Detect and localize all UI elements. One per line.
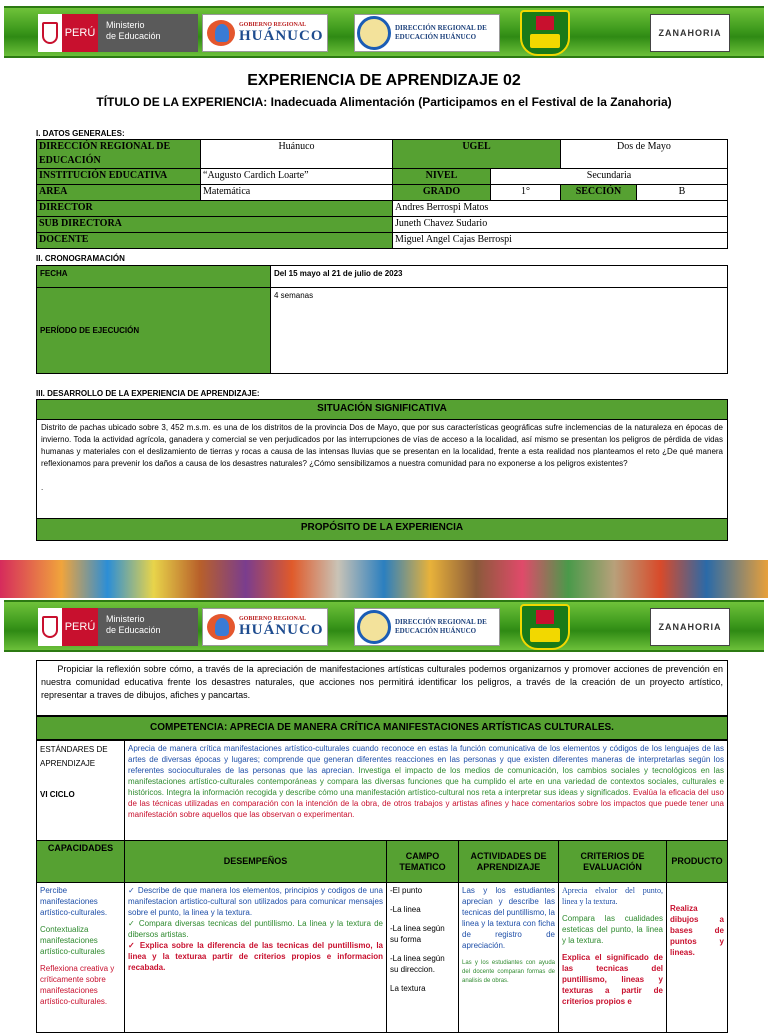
page-title: EXPERIENCIA DE APRENDIZAJE 02 (247, 72, 521, 89)
periodo-label: PERÍODO DE EJECUCIÓN (37, 288, 271, 374)
grado-label: GRADO (393, 185, 491, 201)
experience-title: TÍTULO DE LA EXPERIENCIA: Inadecuada Alimentación (Participamos en el Festival de la Zanahoria) (96, 95, 672, 109)
huanuco-mark-icon-2 (207, 614, 235, 640)
dre-seal-icon (357, 16, 391, 50)
situacion-text: Distrito de pachas ubicado sobre 3, 452 m.s.m. es una de los distritos de la provincia Dos de Mayo, que por sus características geográficas sufre inclemencias de la naturaleza en épocas de invierno. Toda la actividad agrícola, ganadera y comercial se ven perjudicados por las interrupciones de vías de acceso a la localidad, así mismo se presentan los peligros de pérdida de vidas humanas y materiales con el deslizamiento de tierras y rocas a causa de las intensas lluvias que se presentan en la localidad, frente a esta realidad nos planteamos el reto ¿De qué manera reflexionamos para prevenir los daños a causa de los desastres naturales? ¿Cómo sensibilizamos a nuestra comunidad para no exponerse a los peligros existentes? . (41, 423, 723, 492)
peru-label: PERÚ (62, 14, 98, 52)
nivel-value: Secundaria (491, 169, 728, 185)
ugel-value: Dos de Mayo (561, 140, 728, 169)
decorative-art-strip (0, 560, 768, 598)
zanahoria-logo: ZANAHORIA (650, 14, 730, 52)
ie-value: “Augusto Cardich Loarte” (201, 169, 393, 185)
area-value: Matemática (201, 185, 393, 201)
director-value: Andres Berrospi Matos (393, 201, 728, 217)
docente-value: Miguel Angel Cajas Berrospi (393, 233, 728, 249)
nivel-label: NIVEL (393, 169, 491, 185)
periodo-value: 4 semanas (271, 288, 728, 374)
desarrollo-heading: III. DESARROLLO DE LA EXPERIENCIA DE APRENDIZAJE: (36, 389, 260, 398)
capacidades-cell: Percibe manifestaciones artístico-culturales. Contextualiza manifestaciones artístico-culturales Reflexiona creativa y críticamente sobre manifestaciones artístico-culturales. (37, 883, 125, 1033)
seccion-label: SECCIÓN (561, 185, 637, 201)
situacion-title: SITUACIÓN SIGNIFICATIVA (37, 400, 727, 420)
situacion-box (36, 399, 728, 541)
estandares-table (36, 740, 728, 841)
hd-capacidades: CAPACIDADES (37, 841, 125, 883)
estandares-text: Aprecia de manera crítica manifestaciones artístico-culturales cuando reconoce en estas la función comunicativa de los elementos y códigos de los lenguajes de las artes de diversas épocas y lugares; comprende que generan diferentes reacciones en las personas y que existen diferentes maneras de interpretarlas según los referentes socioculturales de las personas que las aprecian. Investiga el impacto de los medios de comunicación, los cambios sociales y tecnológicos en las manifestaciones artístico-culturales contemporáneas y compara las diversas funciones que ha cumplido el arte en una variedad de contextos sociales, culturales e históricos. Integra la información recogida y describe cómo una manifestación artístico-cultural nos reta a interpretar sus ideas y significados. Evalúa la eficacia del uso de las técnicas utilizadas en comparación con la intención de la obra, de otros trabajos y artistas afines y hace comentarios sobre los impactos que puede tener una manifestación sobre aquellos que las observan o experimentan. (125, 741, 728, 841)
header-banner-2 (4, 600, 764, 652)
producto-cell: Realiza dibujos a bases de puntos y lineas. (667, 883, 728, 1033)
dre-value: Huánuco (201, 140, 393, 169)
ugel-label: UGEL (393, 140, 561, 169)
dre-huanuco-logo-2: DIRECCIÓN REGIONAL DE EDUCACIÓN HUÁNUCO (354, 608, 500, 646)
school-crest-icon (520, 10, 570, 56)
docente-label: DOCENTE (37, 233, 393, 249)
subdir-value: Juneth Chavez Sudario (393, 217, 728, 233)
minedu-logo (38, 14, 198, 52)
crono-heading: II. CRONOGRAMACIÓN (36, 254, 125, 263)
proposito-text: Propiciar la reflexión sobre cómo, a través de la apreciación de manifestaciones artísticas culturales podemos organizarnos y promover acciones de prevención en nuestra comunidad educativa frente los desastres naturales, que acciones nos permitirá identificar los peligros, a través de la creación de un proyecto artístico, representar a traves de dibujos, afiches y pancartas. (36, 660, 728, 716)
dre-label: DIRECCIÓN REGIONAL DE EDUCACIÓN (37, 140, 201, 169)
area-label: AREA (37, 185, 201, 201)
hd-producto: PRODUCTO (667, 841, 728, 883)
zanahoria-logo-2: ZANAHORIA (650, 608, 730, 646)
desempenos-cell: ✓ Describe de que manera los elementos, principios y codigos de una manifestacion artistico-cultural son utilizados para comunicar mensajes sobre el punto, la linea y la textura. ✓ Compara diversas tecnicas del puntillismo. La linea y la textura de dibersos artistas. ✓ Explica sobre la diferencia de las tecnicas del puntillismo, la linea y la texturaa partir de criterios propios e informacion recabada. (125, 883, 387, 1033)
campo-cell: -El punto -La linea -La linea según su forma -La linea según su direccion. La textura (387, 883, 459, 1033)
header-banner (4, 6, 764, 58)
dre-seal-icon-2 (357, 610, 391, 644)
fecha-value: Del 15 mayo al 21 de julio de 2023 (271, 266, 728, 288)
gobierno-regional-logo: GOBIERNO REGIONAL HUÁNUCO (202, 14, 328, 52)
subdir-label: SUB DIRECTORA (37, 217, 393, 233)
ministry-label: Ministerio de Educación (98, 14, 198, 52)
actividades-cell: Las y los estudiantes aprecian y describe las tecnicas del puntillismo, la linea y la textura con ficha de registro de apreciación. Las y los estudiantes con ayuda del docente comparan formas de analisis de obras. (459, 883, 559, 1033)
seccion-value: B (637, 185, 728, 201)
hd-criterios: CRITERIOS DE EVALUACIÓN (559, 841, 667, 883)
hd-campo: CAMPO TEMATICO (387, 841, 459, 883)
dre-huanuco-logo: DIRECCIÓN REGIONAL DE EDUCACIÓN HUÁNUCO (354, 14, 500, 52)
director-label: DIRECTOR (37, 201, 393, 217)
fecha-label: FECHA (37, 266, 271, 288)
estandares-label-cell: ESTÁNDARES DE APRENDIZAJE VI CICLO (37, 741, 125, 841)
grado-value: 1° (491, 185, 561, 201)
datos-table (36, 139, 728, 249)
hd-actividades: ACTIVIDADES DE APRENDIZAJE (459, 841, 559, 883)
gobierno-regional-logo-2: GOBIERNO REGIONAL HUÁNUCO (202, 608, 328, 646)
minedu-logo-2: PERÚ Ministerio de Educación (38, 608, 198, 646)
proposito-title: PROPÓSITO DE LA EXPERIENCIA (37, 518, 727, 540)
school-crest-icon-2 (520, 604, 570, 650)
peru-shield-icon (38, 14, 62, 52)
huanuco-mark-icon (207, 20, 235, 46)
peru-shield-icon-2 (38, 608, 62, 646)
competencia-bar: COMPETENCIA: APRECIA DE MANERA CRÍTICA MANIFESTACIONES ARTÍSTICAS CULTURALES. (36, 716, 728, 740)
hd-desempenos: DESEMPEÑOS (125, 841, 387, 883)
desempenos-table (36, 840, 728, 1033)
ie-label: INSTITUCIÓN EDUCATIVA (37, 169, 201, 185)
datos-heading: I. DATOS GENERALES: (36, 129, 125, 138)
crono-table (36, 265, 728, 374)
criterios-cell: Aprecia elvalor del punto, linea y la textura. Compara las cualidades esteticas del punto, la linea y la textura. Explica el significado de las tecnicas del puntillismo, lineas y texturas a partir de criterios propios e (559, 883, 667, 1033)
